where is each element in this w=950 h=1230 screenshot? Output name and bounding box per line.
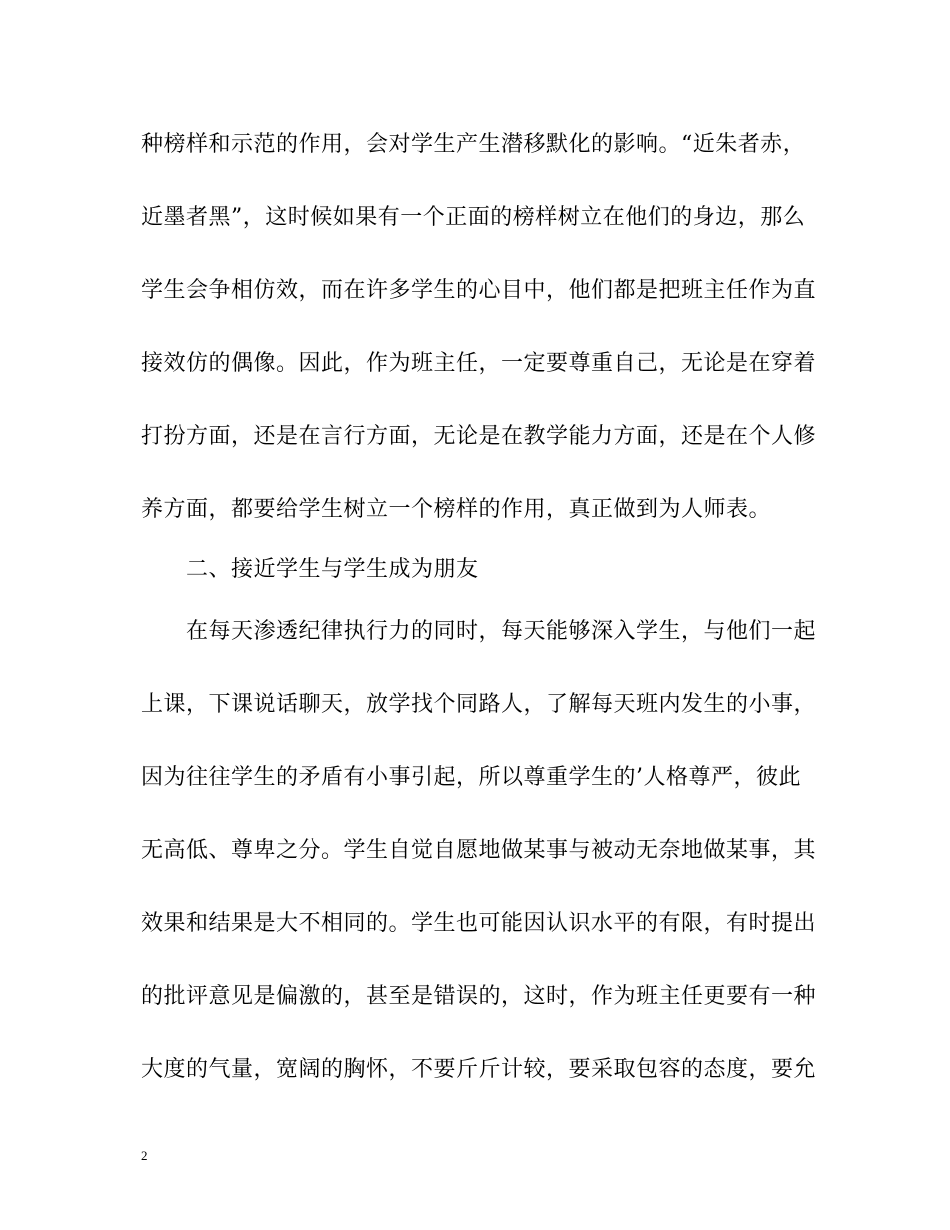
page-number: 2 [141,1148,148,1163]
body-text-line: 效果和结果是大不相同的。学生也可能因认识水平的有限，有时提出 [141,911,817,936]
body-text-line: 近墨者黑”，这时候如果有一个正面的榜样树立在他们的身边，那么 [141,205,806,230]
body-text-line: 养方面，都要给学生树立一个榜样的作用，真正做到为人师表。 [141,497,772,522]
body-text-line: 接效仿的偶像。因此，作为班主任，一定要尊重自己，无论是在穿着 [141,351,817,376]
section-heading: 二、接近学生与学生成为朋友 [186,557,479,582]
body-text-line: 上课，下课说话聊天，放学找个同路人，了解每天班内发生的小事， [141,692,817,717]
body-text-line: 学生会争相仿效，而在许多学生的心目中，他们都是把班主任作为直 [141,278,817,303]
body-text-line: 的批评意见是偏激的，甚至是错误的，这时，作为班主任更要有一种 [141,984,817,1009]
body-text-line: 种榜样和示范的作用，会对学生产生潜移默化的影响。“近朱者赤， [141,132,806,157]
body-text-line: 在每天渗透纪律执行力的同时，每天能够深入学生，与他们一起 [186,619,817,644]
body-text-line: 打扮方面，还是在言行方面，无论是在教学能力方面，还是在个人修 [141,424,817,449]
body-text-line: 大度的气量，宽阔的胸怀，不要斤斤计较，要采取包容的态度，要允 [141,1057,817,1082]
body-text-line: 无高低、尊卑之分。学生自觉自愿地做某事与被动无奈地做某事，其 [141,838,817,863]
body-text-line: 因为往往学生的矛盾有小事引起，所以尊重学生的’人格尊严，彼此 [141,765,801,790]
